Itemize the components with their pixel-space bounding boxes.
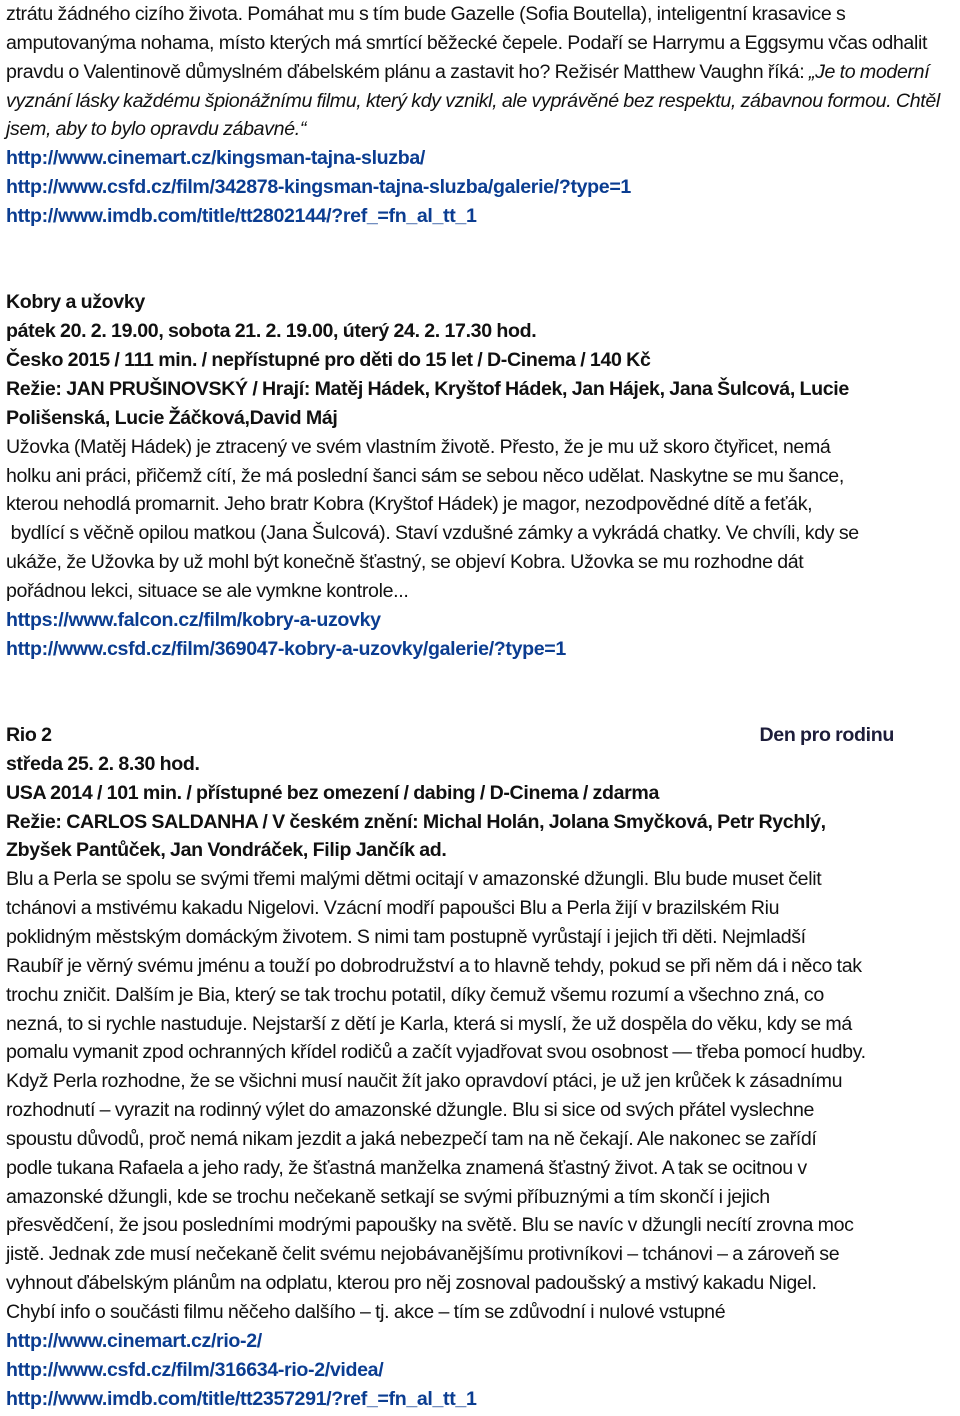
rio-description-line: podle tukana Rafaela a jeho rady, že šťastná manželka znamená šťastný život. A tak se ocitnou v — [6, 1156, 807, 1179]
kingsman-description-text: ztrátu žádného cizího života. Pomáhat mu s tím bude Gazelle (Sofia Boutella), inteligentní krasavice s amputovanýma nohama, místo kterých má smrtící běžecké čepele. Podaří se Harrymu a Eggsymu včas odhalit pravdu o Valentinově důmyslném ďábelském plánu a zastavit ho? Režisér Matthew Vaughn říká: — [6, 3, 928, 83]
link-imdb-kingsman[interactable]: http://www.imdb.com/title/tt2802144/?ref_=fn_al_tt_1 — [6, 204, 477, 227]
kobry-description-line: holku ani práci, přičemž cítí, že má poslední šanci sám se sebou něco udělat. Naskytne se mu šance, — [6, 464, 844, 487]
link-cinemart-kingsman[interactable]: http://www.cinemart.cz/kingsman-tajna-sluzba/ — [6, 147, 426, 170]
kobry-description-line: ukáže, že Užovka by už mohl být konečně šťastný, se objeví Kobra. Užovka se mu rozhodne dát — [6, 551, 804, 574]
link-falcon-kobry[interactable]: https://www.falcon.cz/film/kobry-a-uzovky — [6, 608, 381, 631]
section-spacer — [6, 663, 956, 721]
kobry-description-line: Užovka (Matěj Hádek) je ztracený ve svém vlastním životě. Přesto, že je mu už skoro čtyřicet, nemá — [6, 435, 831, 458]
kobry-credits: Režie: JAN PRUŠINOVSKÝ / Hrají: Matěj Hádek, Kryštof Hádek, Jan Hájek, Jana Šulcová, Lucie Polišenská, Lucie Žáčková,David Máj — [6, 377, 849, 429]
kobry-description-line: bydlící s věčně opilou matkou (Jana Šulcová). Staví vzdušné zámky a vykrádá chatky. Ve chvíli, kdy se — [6, 522, 859, 545]
rio-description-line: Chybí info o součásti filmu něčeho dalšího – tj. akce – tím se zdůvodní i nulové vstupné — [6, 1300, 726, 1323]
kobry-meta: Česko 2015 / 111 min. / nepřístupné pro děti do 15 let / D-Cinema / 140 Kč — [6, 349, 651, 372]
rio-description-line: rozhodnutí – vyrazit na rodinný výlet do amazonské džungle. Blu si sice od svých přátel vyslechne — [6, 1099, 815, 1122]
link-cinemart-rio[interactable]: http://www.cinemart.cz/rio-2/ — [6, 1329, 262, 1352]
rio-description-line: pomalu vymanit zpod ochranných křídel rodičů a začít vyjadřovat svou osobnost — třeba pomocí hudby. — [6, 1041, 866, 1064]
link-csfd-kobry[interactable]: http://www.csfd.cz/film/369047-kobry-a-uzovky/galerie/?type=1 — [6, 637, 566, 660]
rio-description-line: Když Perla rozhodne, že se všichni musí naučit žít jako opravdoví ptáci, je už jen krůček k zásadnímu — [6, 1070, 843, 1093]
rio-description-line: Raubíř je věrný svému jménu a touží po dobrodružství a to hlavně tehdy, pokud se při něm dá i něco tak — [6, 954, 862, 977]
link-csfd-kingsman[interactable]: http://www.csfd.cz/film/342878-kingsman-tajna-sluzba/galerie/?type=1 — [6, 176, 631, 199]
rio-description-line: amazonské džungli, kde se trochu nečekaně setkají se svými příbuznými a tím skončí i jejich — [6, 1185, 770, 1208]
kingsman-section — [6, 0, 956, 231]
family-day-label: Den pro rodinu — [759, 724, 894, 747]
rio-description-line: poklidným městským domáckým životem. S nimi tam postupně vyrůstají i jejich tři děti. Nejmladší — [6, 926, 806, 948]
kobry-description — [6, 433, 956, 606]
rio-section — [6, 721, 956, 1413]
rio-credits-line: Režie: CARLOS SALDANHA / V českém znění: Michal Holán, Jolana Smyčková, Petr Rychlý, — [6, 810, 826, 833]
rio-description-line: Blu a Perla se spolu se svými třemi malými dětmi ocitají v amazonské džungli. Blu bude muset čelit — [6, 868, 822, 891]
kobry-description-line: kterou nehodlá promarnit. Jeho bratr Kobra (Kryštof Hádek) je magor, nezodpovědné dítě a feťák, — [6, 493, 813, 516]
kobry-description-line: pořádnou lekci, situace se ale vymkne kontrole... — [6, 579, 409, 602]
section-spacer — [6, 231, 956, 289]
rio-description-line: spoustu důvodů, proč nemá nikam jezdit a jaká nebezpečí tam na ně čekají. Ale nakonec se zařídí — [6, 1127, 817, 1150]
kobry-title: Kobry a užovky — [6, 291, 145, 314]
rio-showtimes: středa 25. 2. 8.30 hod. — [6, 752, 200, 775]
rio-description — [6, 865, 956, 1327]
rio-description-line: přesvědčení, že jsou posledními modrými papoušky na světě. Blu se navíc v džungli necítí zrovna moc — [6, 1214, 854, 1237]
rio-description-line: tchánovi a mstivému kakadu Nigelovi. Vzácní modří papoušci Blu a Perla žijí v brazilském Riu — [6, 897, 780, 920]
rio-description-line: nezná, to si rychle nastuduje. Nejstarší z dětí je Karla, která si myslí, že už dospěla do věku, kdy se má — [6, 1012, 852, 1035]
link-imdb-rio[interactable]: http://www.imdb.com/title/tt2357291/?ref_=fn_al_tt_1 — [6, 1387, 477, 1410]
rio-title-row — [6, 721, 894, 750]
rio-title: Rio 2 — [6, 724, 52, 747]
kingsman-description — [6, 0, 956, 144]
rio-meta: USA 2014 / 101 min. / přístupné bez omezení / dabing / D-Cinema / zdarma — [6, 781, 660, 804]
rio-description-line: jistě. Jednak zde musí nečekaně čelit svému nejobávanějšímu protivníkovi – tchánovi – a zároveň se — [6, 1243, 840, 1266]
link-csfd-rio[interactable]: http://www.csfd.cz/film/316634-rio-2/videa/ — [6, 1358, 384, 1381]
kobry-showtimes: pátek 20. 2. 19.00, sobota 21. 2. 19.00, úterý 24. 2. 17.30 hod. — [6, 320, 537, 343]
director-quote: „Je to moderní vyznání lásky každému špionážnímu filmu, který kdy vznikl, ale vyprávěné bez respektu, zábavnou formou. Chtěl jsem, aby to bylo opravdu zábavné.“ — [6, 60, 940, 141]
document-page — [6, 0, 956, 1413]
rio-credits-line: Zbyšek Pantůček, Jan Vondráček, Filip Jančík ad. — [6, 839, 447, 862]
rio-description-line: trochu zničit. Dalším je Bia, který se tak trochu potatil, díky čemuž všemu rozumí a všechno zná, co — [6, 983, 824, 1006]
kobry-section — [6, 288, 956, 663]
rio-description-line: vyhnout ďábelským plánům na odplatu, kterou pro něj zosnoval padoušský a mstivý kakadu Nigel. — [6, 1272, 817, 1295]
